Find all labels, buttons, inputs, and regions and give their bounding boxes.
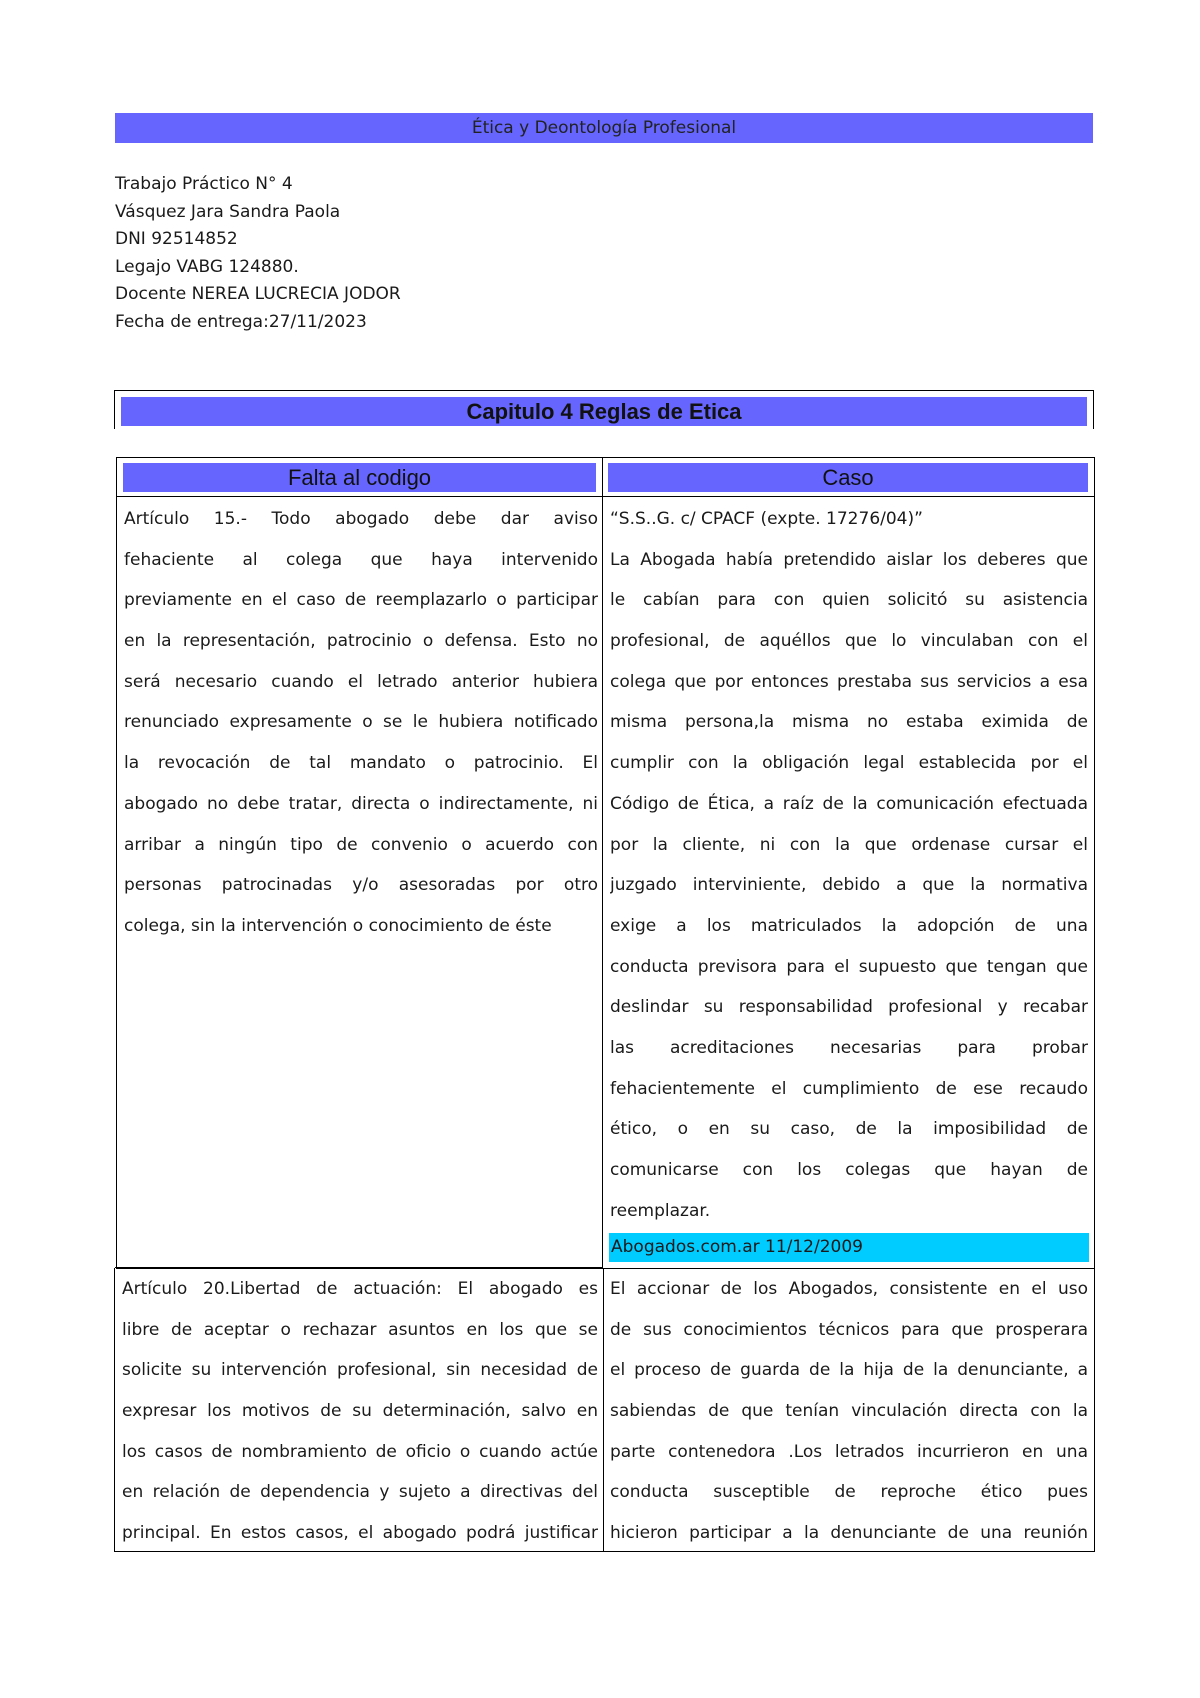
text-line: en relación de dependencia y sujeto a directivas del <box>122 1482 598 1503</box>
document-title: Ética y Deontología Profesional <box>115 113 1093 143</box>
column-header-caso: Caso <box>608 463 1088 492</box>
ethics-table-row-2 <box>114 1268 1095 1552</box>
table-cell-article-20 <box>122 1269 598 1554</box>
text-line: deslindar su responsabilidad profesional y recabar <box>610 997 1088 1018</box>
student-legajo: Legajo VABG 124880. <box>115 256 299 277</box>
text-line: parte contenedora .Los letrados incurrieron en una <box>610 1441 1088 1462</box>
teacher-name: Docente NEREA LUCRECIA JODOR <box>115 284 401 304</box>
header-divider <box>117 496 1094 497</box>
assignment-number: Trabajo Práctico N° 4 <box>115 174 293 194</box>
text-line: expresar los motivos de su determinación, salvo en <box>122 1401 598 1422</box>
student-dni: DNI 92514852 <box>115 229 238 249</box>
text-line: Artículo 20.Libertad de actuación: El abogado es <box>122 1279 598 1299</box>
text-line: le cabían para con quien solicitó su asistencia <box>610 590 1088 611</box>
text-line: arribar a ningún tipo de convenio o acuerdo con <box>124 834 598 855</box>
text-line: reemplazar. <box>610 1200 711 1221</box>
text-line: colega, sin la intervención o conocimiento de éste <box>124 915 552 936</box>
delivery-date: Fecha de entrega:27/11/2023 <box>115 311 367 332</box>
text-line: ético, o en su caso, de la imposibilidad de <box>610 1119 1088 1140</box>
text-line: abogado no debe tratar, directa o indirectamente, ni <box>124 793 598 814</box>
column-divider <box>603 1268 604 1551</box>
text-line: Artículo 15.- Todo abogado debe dar aviso <box>124 509 598 529</box>
text-line: Código de Ética, a raíz de la comunicación efectuada <box>610 793 1088 814</box>
text-line: conducta susceptible de reproche ético pues <box>610 1482 1088 1503</box>
text-line: personas patrocinadas y/o asesoradas por otro <box>124 875 598 896</box>
text-line: hicieron participar a la denunciante de una reunión <box>610 1523 1088 1544</box>
text-line: fehacientemente el cumplimiento de ese recaudo <box>610 1078 1088 1099</box>
table-cell-case-guarda <box>610 1269 1088 1554</box>
text-line: previamente en el caso de reemplazarlo o participar <box>124 590 598 611</box>
case-title: “S.S..G. c/ CPACF (expte. 17276/04)” <box>610 509 923 529</box>
text-line: profesional, de aquéllos que lo vinculaban con el <box>610 631 1088 652</box>
text-line: libre de aceptar o rechazar asuntos en los que se <box>122 1319 598 1340</box>
text-line: de sus conocimientos técnicos para que prosperara <box>610 1319 1088 1340</box>
text-line: renunciado expresamente o se le hubiera notificado <box>124 712 598 733</box>
text-line: comunicarse con los colegas que hayan de <box>610 1160 1088 1180</box>
chapter-title: Capitulo 4 Reglas de Etica <box>121 397 1087 426</box>
text-line: será necesario cuando el letrado anterior hubiera <box>124 671 598 692</box>
column-divider <box>602 458 603 1268</box>
student-name: Vásquez Jara Sandra Paola <box>115 201 341 222</box>
text-line: solicite su intervención profesional, sin necesidad de <box>122 1360 598 1381</box>
column-header-falta: Falta al codigo <box>123 463 596 492</box>
text-line: la revocación de tal mandato o patrocinio. El <box>124 753 598 774</box>
text-line: cumplir con la obligación legal establecida por el <box>610 753 1088 774</box>
chapter-header-box <box>114 390 1094 429</box>
row-divider <box>115 1267 603 1268</box>
text-line: El accionar de los Abogados, consistente en el uso <box>610 1279 1088 1299</box>
text-line: exige a los matriculados la adopción de una <box>610 915 1088 936</box>
table-cell-article-15 <box>124 499 598 947</box>
table-cell-case-ssg <box>610 499 1088 1231</box>
student-info <box>115 171 401 336</box>
case-source: Abogados.com.ar 11/12/2009 <box>609 1233 1089 1262</box>
text-line: los casos de nombramiento de oficio o cuando actúe <box>122 1441 598 1462</box>
text-line: colega que por entonces prestaba sus servicios a esa <box>610 671 1088 692</box>
text-line: conducta previsora para el supuesto que tengan que <box>610 956 1088 977</box>
ethics-table <box>116 457 1095 1269</box>
text-line: por la cliente, ni con la que ordenase cursar el <box>610 834 1088 855</box>
text-line: el proceso de guarda de la hija de la denunciante, a <box>610 1360 1088 1381</box>
text-line: juzgado interviniente, debido a que la normativa <box>610 875 1088 896</box>
text-line: las acreditaciones necesarias para probar <box>610 1037 1088 1058</box>
text-line: La Abogada había pretendido aislar los deberes que <box>610 549 1088 570</box>
text-line: sabiendas de que tenían vinculación directa con la <box>610 1401 1088 1422</box>
text-line: fehaciente al colega que haya intervenido <box>124 549 598 570</box>
text-line: principal. En estos casos, el abogado podrá justificar <box>122 1523 598 1544</box>
text-line: misma persona,la misma no estaba eximida de <box>610 712 1088 733</box>
text-line: en la representación, patrocinio o defensa. Esto no <box>124 631 598 652</box>
